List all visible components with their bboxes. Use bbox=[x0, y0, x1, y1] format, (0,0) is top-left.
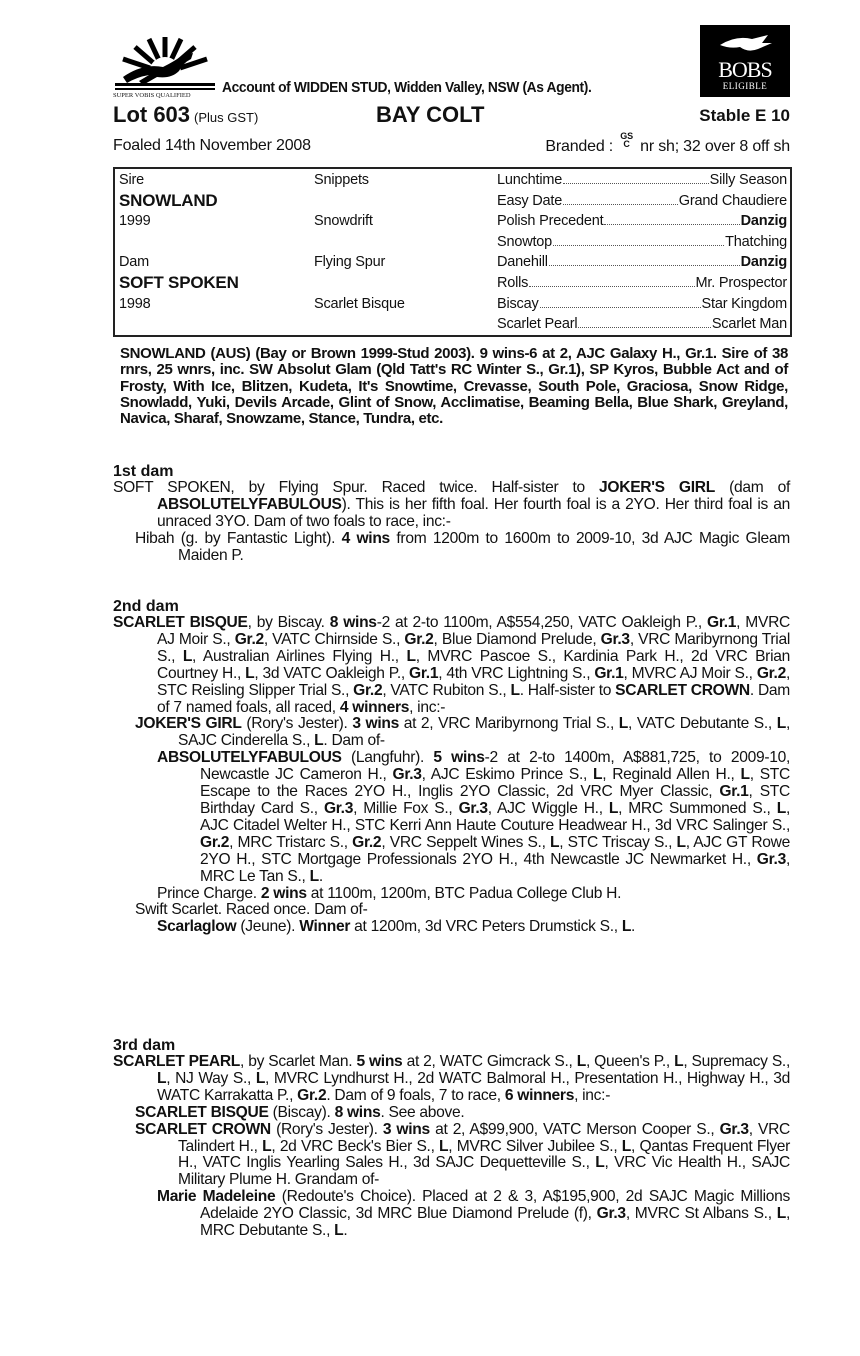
bold-text: SCARLET BISQUE bbox=[135, 1103, 269, 1121]
dotted-leader bbox=[553, 234, 724, 246]
brand-bottom: C bbox=[623, 139, 630, 149]
text: , MVRC Silver Jubilee S., bbox=[448, 1137, 622, 1155]
text: , Reginald Allen H., bbox=[602, 766, 741, 784]
bobs-eligible-logo bbox=[700, 25, 790, 97]
text: at 1100m, 1200m, BTC Padua College Club H. bbox=[306, 884, 622, 902]
ancestor-name: Danehill bbox=[497, 254, 548, 271]
pedigree-entry bbox=[113, 615, 790, 716]
text: , MVRC Lyndhurst H., 2d WATC Balmoral H., Presentation H., Highway H., 3d WATC Karrakatta P., bbox=[157, 1069, 790, 1104]
ancestor-name: Rolls bbox=[497, 275, 529, 291]
gst-note: (Plus GST) bbox=[194, 110, 259, 125]
text: . Dam of- bbox=[323, 732, 385, 750]
bold-text: L bbox=[262, 1137, 272, 1155]
pedigree-col3 bbox=[497, 275, 787, 291]
bold-text: Gr.3 bbox=[600, 630, 630, 648]
bold-text: Gr.3 bbox=[323, 799, 354, 817]
dotted-leader bbox=[578, 316, 710, 328]
bold-text: L bbox=[618, 715, 629, 733]
ancestor-sire: Scarlet Man bbox=[711, 316, 787, 333]
bold-text: L bbox=[592, 766, 603, 784]
text: , Millie Fox S., bbox=[353, 799, 459, 817]
ancestor-sire: Mr. Prospector bbox=[695, 275, 787, 291]
pedigree-col3 bbox=[497, 234, 787, 250]
bold-text: 5 wins bbox=[356, 1053, 403, 1070]
pedigree-col3 bbox=[497, 172, 787, 188]
text: at 2, VRC Maribyrnong Trial S., bbox=[398, 715, 619, 733]
brand-info bbox=[545, 132, 790, 156]
ancestor-sire: Star Kingdom bbox=[701, 295, 787, 312]
text: , VRC Vic Health H., SAJC Military Plume H. Grandam of- bbox=[178, 1154, 790, 1189]
super-vobis-logo bbox=[113, 33, 217, 99]
text: from 1200m to 1600m to 2009-10, 3d AJC Magic Gleam Maiden P. bbox=[178, 529, 790, 564]
pedigree-entry bbox=[113, 750, 790, 885]
bold-text: Gr.2 bbox=[297, 1086, 327, 1104]
bold-text: L bbox=[776, 1205, 786, 1223]
text: , AJC Citadel Welter H., STC Kerri Ann Haute Couture Headwear H., 3d VRC Salinger S., bbox=[200, 799, 790, 834]
bold-text: 2 wins bbox=[260, 884, 307, 902]
text: . bbox=[318, 867, 323, 885]
pedigree-col2: Scarlet Bisque bbox=[314, 295, 405, 312]
text: , MVRC AJ Moir S., bbox=[623, 664, 757, 682]
section-heading: 1st dam bbox=[113, 463, 174, 480]
bold-text: L bbox=[157, 1069, 167, 1087]
text: , STC Birthday Card S., bbox=[200, 783, 790, 817]
text: (Redoute's Choice). Placed at 2 & 3, A$195,900, 2d SAJC Magic Millions Adelaide 2YO Classic, 3d MRC Blue Diamond Prelude (f), bbox=[200, 1188, 790, 1223]
ancestor-name: Polish Precedent bbox=[497, 213, 604, 230]
text: , 4th VRC Lightning S., bbox=[438, 664, 595, 682]
pedigree-entry bbox=[113, 902, 790, 919]
ancestor-sire: Grand Chaudiere bbox=[678, 192, 787, 209]
text: , 2d VRC Beck's Bier S., bbox=[271, 1137, 440, 1155]
text: , NJ Way S., bbox=[166, 1069, 256, 1087]
bold-text: Gr.2 bbox=[234, 630, 264, 648]
text: , STC Triscay S., bbox=[559, 833, 677, 851]
bold-text: L bbox=[334, 1222, 344, 1240]
bold-text: L bbox=[776, 799, 786, 817]
text: , STC Escape to the Races 2YO H., Inglis 2YO Classic, 2d VRC Myer Classic, bbox=[200, 766, 790, 801]
second-dam-section bbox=[113, 598, 790, 936]
pedigree-col3 bbox=[497, 254, 787, 270]
pedigree-row bbox=[115, 272, 790, 293]
dotted-leader bbox=[549, 254, 740, 266]
text: , 3d VATC Oakleigh P., bbox=[254, 664, 410, 682]
text: , MRC Summoned S., bbox=[618, 799, 777, 817]
pedigree-row bbox=[115, 293, 790, 314]
sire-summary: SNOWLAND (AUS) (Bay or Brown 1999-Stud 2003). 9 wins-6 at 2, AJC Galaxy H., Gr.1. Sire of 38 rnrs, 25 wnrs, inc. SW Absolut Glam (Qld Tatt's RC Winter S., Gr.1), SP Kyros, Bubble Act and of Frosty, With Ice, Blitzen, Kudeta, It's Snowtime, Crevasse, South Pole, Graciosa, Snow Ridge, Snowladd, Yuki, Devils Arcade, Glint of Snow, Acclimatise, Beaming Bella, Blue Shark, Greyland, Navica, Sharaf, Snowzame, Stance, Tundra, etc. bbox=[120, 345, 788, 428]
text: , inc:- bbox=[409, 698, 446, 716]
bold-text: JOKER'S GIRL bbox=[135, 715, 242, 733]
pedigree-row bbox=[115, 313, 790, 334]
pedigree-entry bbox=[113, 1122, 790, 1190]
text: , STC Reisling Slipper Trial S., bbox=[157, 664, 791, 699]
text: , VRC Talindert H., bbox=[178, 1120, 791, 1155]
section-heading: 2nd dam bbox=[113, 598, 179, 615]
bold-text: Gr.3 bbox=[596, 1205, 626, 1223]
text: , VATC Chirnside S., bbox=[263, 630, 405, 648]
brand-mark bbox=[620, 132, 633, 148]
bold-text: 4 wins bbox=[341, 529, 390, 547]
lot-number bbox=[113, 102, 258, 128]
bold-text: SCARLET PEARL bbox=[113, 1053, 241, 1070]
bold-text: SCARLET CROWN bbox=[135, 1120, 271, 1138]
text: , SAJC Cinderella S., bbox=[178, 715, 790, 750]
text: at 2, WATC Gimcrack S., bbox=[402, 1053, 577, 1070]
pedigree-row bbox=[115, 190, 790, 211]
bold-text: L bbox=[740, 766, 750, 784]
text: , MVRC Pascoe S., Kardinia Park H., 2d VRC Brian Courtney H., bbox=[157, 647, 790, 682]
bold-text: L bbox=[406, 647, 416, 665]
text: , inc:- bbox=[574, 1086, 611, 1104]
pedigree-entry bbox=[113, 1054, 790, 1105]
bold-text: L bbox=[621, 918, 632, 936]
pedigree-col1: SNOWLAND bbox=[119, 190, 218, 210]
bold-text: L bbox=[550, 833, 560, 851]
bold-text: Marie Madeleine bbox=[157, 1188, 276, 1206]
pedigree-col3 bbox=[497, 193, 787, 209]
text: , VRC Maribyrnong Trial S., bbox=[157, 630, 791, 665]
text: (Rory's Jester). bbox=[241, 715, 353, 733]
bold-text: 8 wins bbox=[334, 1103, 381, 1121]
pedigree-table bbox=[113, 167, 792, 337]
dotted-leader bbox=[563, 172, 708, 184]
text: -2 at 2-to 1400m, A$881,725, to 2009-10, Newcastle JC Cameron H., bbox=[200, 749, 791, 784]
pedigree-col3 bbox=[497, 316, 787, 332]
text: Prince Charge. bbox=[157, 884, 261, 902]
pedigree-col3 bbox=[497, 213, 787, 229]
dotted-leader bbox=[604, 213, 739, 225]
ancestor-name: Easy Date bbox=[497, 192, 563, 209]
bold-text: Gr.2 bbox=[352, 833, 382, 851]
brand-top: GS bbox=[620, 131, 633, 141]
vendor-account: Account of WIDDEN STUD, Widden Valley, NSW (As Agent). bbox=[222, 79, 592, 96]
ancestor-name: Snowtop bbox=[497, 233, 553, 250]
text: , AJC Wiggle H., bbox=[487, 799, 609, 817]
bold-text: L bbox=[510, 681, 520, 699]
horse-head-icon bbox=[718, 31, 774, 57]
pedigree-row bbox=[115, 169, 790, 190]
pedigree-row bbox=[115, 251, 790, 272]
branded-details: nr sh; 32 over 8 off sh bbox=[640, 138, 790, 155]
text: , MVRC AJ Moir S., bbox=[157, 614, 790, 648]
bold-text: ABSOLUTELYFABULOUS bbox=[157, 495, 342, 513]
text: (Rory's Jester). bbox=[270, 1120, 383, 1138]
pedigree-row bbox=[115, 210, 790, 231]
text: . Dam of 9 foals, 7 to race, bbox=[326, 1086, 505, 1104]
bold-text: Gr.2 bbox=[200, 833, 230, 851]
text: , MRC Le Tan S., bbox=[200, 850, 790, 885]
pedigree-col1: 1999 bbox=[119, 213, 151, 230]
section-heading: 3rd dam bbox=[113, 1037, 176, 1054]
bold-text: Gr.1 bbox=[719, 783, 749, 801]
text: (Langfuhr). bbox=[341, 749, 434, 767]
bold-text: Gr.3 bbox=[458, 799, 488, 817]
bold-text: L bbox=[255, 1069, 266, 1087]
horse-description: BAY COLT bbox=[376, 102, 485, 127]
bold-text: L bbox=[621, 1137, 632, 1155]
pedigree-col1: SOFT SPOKEN bbox=[119, 273, 239, 292]
ancestor-sire: Silly Season bbox=[709, 172, 787, 188]
pedigree-col3 bbox=[497, 296, 787, 312]
bold-text: Gr.1 bbox=[707, 614, 737, 631]
bold-text: L bbox=[676, 833, 686, 851]
stable-location: Stable E 10 bbox=[699, 106, 790, 125]
text: , MVRC St Albans S., bbox=[625, 1205, 777, 1223]
text: (Jeune). bbox=[236, 918, 300, 936]
pedigree-entry bbox=[113, 1105, 790, 1122]
dotted-leader bbox=[540, 296, 701, 308]
bold-text: L bbox=[595, 1154, 605, 1172]
text: , MRC Debutante S., bbox=[200, 1205, 790, 1240]
text: Hibah (g. by Fantastic Light). bbox=[135, 529, 342, 547]
text: . bbox=[343, 1222, 348, 1240]
bold-text: L bbox=[314, 732, 324, 750]
pedigree-col2: Flying Spur bbox=[314, 254, 386, 271]
ancestor-sire: Danzig bbox=[740, 254, 787, 271]
text: , AJC GT Rowe 2YO H., STC Mortgage Professionals 2YO H., 4th Newcastle JC Newmarket H., bbox=[200, 833, 790, 868]
ancestor-name: Lunchtime bbox=[497, 172, 563, 188]
lot-label: Lot 603 bbox=[113, 102, 191, 127]
bold-text: Gr.1 bbox=[594, 664, 624, 682]
text: . Dam of 7 named foals, all raced, bbox=[157, 681, 790, 716]
text: Swift Scarlet. Raced once. Dam of- bbox=[135, 901, 368, 919]
bold-text: Gr.2 bbox=[404, 630, 434, 648]
bold-text: 6 winners bbox=[504, 1086, 575, 1104]
text: ). This is her fifth foal. Her fourth foal is a 2YO. Her third foal is an unraced 3YO. Dam of two foals to race, inc:- bbox=[157, 495, 790, 530]
text: (dam of bbox=[714, 479, 790, 496]
bold-text: SCARLET CROWN bbox=[615, 681, 750, 699]
pedigree-entry bbox=[113, 716, 790, 750]
pedigree-col2: Snowdrift bbox=[314, 213, 373, 230]
ancestor-sire: Thatching bbox=[725, 233, 787, 250]
text: , Qantas Frequent Flyer H., VATC Inglis Yearling Sales H., 3d SAJC Dequetteville S., bbox=[178, 1137, 790, 1172]
logo-caption: SUPER VOBIS QUALIFIED bbox=[113, 92, 191, 99]
dotted-leader bbox=[529, 275, 694, 287]
text: . Half-sister to bbox=[519, 681, 616, 699]
text: . See above. bbox=[380, 1103, 465, 1121]
bold-text: L bbox=[182, 647, 193, 665]
text: at 2, A$99,900, VATC Merson Cooper S., bbox=[429, 1120, 720, 1138]
bold-text: L bbox=[439, 1137, 449, 1155]
pedigree-col1: 1998 bbox=[119, 295, 151, 312]
text: , VATC Debutante S., bbox=[628, 715, 777, 733]
bold-text: 4 winners bbox=[339, 698, 410, 716]
bold-text: 3 wins bbox=[352, 715, 399, 733]
bold-text: L bbox=[576, 1053, 586, 1070]
eligible-text: ELIGIBLE bbox=[722, 81, 768, 91]
text: , Australian Airlines Flying H., bbox=[192, 647, 407, 665]
ancestor-name: Biscay bbox=[497, 295, 539, 312]
text: SOFT SPOKEN, by Flying Spur. Raced twice. Half-sister to bbox=[113, 479, 600, 496]
text: , Blue Diamond Prelude, bbox=[433, 630, 601, 648]
text: , by Biscay. bbox=[247, 614, 330, 631]
text: (Biscay). bbox=[268, 1103, 335, 1121]
text: , AJC Eskimo Prince S., bbox=[421, 766, 593, 784]
pedigree-col1: Dam bbox=[119, 254, 150, 271]
text: at 1200m, 3d VRC Peters Drumstick S., bbox=[350, 918, 622, 936]
text: -2 at 2-to 1100m, A$554,250, VATC Oakleigh P., bbox=[376, 614, 708, 631]
pedigree-entry bbox=[113, 919, 790, 936]
bobs-text: BOBS bbox=[718, 57, 772, 82]
text: . bbox=[631, 918, 636, 936]
text: , MRC Tristarc S., bbox=[229, 833, 353, 851]
text: , by Scarlet Man. bbox=[240, 1053, 357, 1070]
bold-text: L bbox=[674, 1053, 684, 1070]
bold-text: Gr.3 bbox=[719, 1120, 749, 1138]
pedigree-entry bbox=[113, 886, 790, 903]
bold-text: Gr.3 bbox=[756, 850, 786, 868]
bold-text: ABSOLUTELYFABULOUS bbox=[157, 749, 342, 767]
bold-text: Gr.2 bbox=[756, 664, 786, 682]
bold-text: L bbox=[245, 664, 255, 682]
text: , Supremacy S., bbox=[683, 1053, 790, 1070]
bold-text: L bbox=[309, 867, 319, 885]
text: , VATC Rubiton S., bbox=[382, 681, 511, 699]
foaled-date: Foaled 14th November 2008 bbox=[113, 137, 311, 154]
third-dam-section bbox=[113, 1037, 790, 1240]
pedigree-entry bbox=[113, 480, 790, 531]
dotted-leader bbox=[563, 193, 678, 205]
ancestor-sire: Danzig bbox=[740, 213, 787, 230]
bold-text: Winner bbox=[299, 918, 351, 936]
bold-text: 8 wins bbox=[329, 614, 377, 631]
bold-text: Gr.1 bbox=[409, 664, 439, 682]
bold-text: Gr.2 bbox=[353, 681, 383, 699]
pedigree-row bbox=[115, 231, 790, 252]
branded-label: Branded : bbox=[545, 138, 614, 155]
bold-text: Scarlaglow bbox=[157, 918, 237, 936]
pedigree-col1: Sire bbox=[119, 172, 144, 188]
first-dam-section bbox=[113, 463, 790, 565]
bold-text: L bbox=[776, 715, 786, 733]
text: , VRC Seppelt Wines S., bbox=[381, 833, 550, 851]
ancestor-name: Scarlet Pearl bbox=[497, 316, 578, 333]
bold-text: SCARLET BISQUE bbox=[113, 614, 248, 631]
bold-text: Gr.3 bbox=[392, 766, 422, 784]
pedigree-col2: Snippets bbox=[314, 172, 369, 188]
text: , Queen's P., bbox=[585, 1053, 675, 1070]
pedigree-entry bbox=[113, 1189, 790, 1240]
pedigree-entry bbox=[113, 531, 790, 565]
bold-text: 3 wins bbox=[382, 1120, 430, 1138]
bold-text: L bbox=[608, 799, 619, 817]
bold-text: JOKER'S GIRL bbox=[599, 479, 715, 496]
bold-text: 5 wins bbox=[433, 749, 485, 767]
